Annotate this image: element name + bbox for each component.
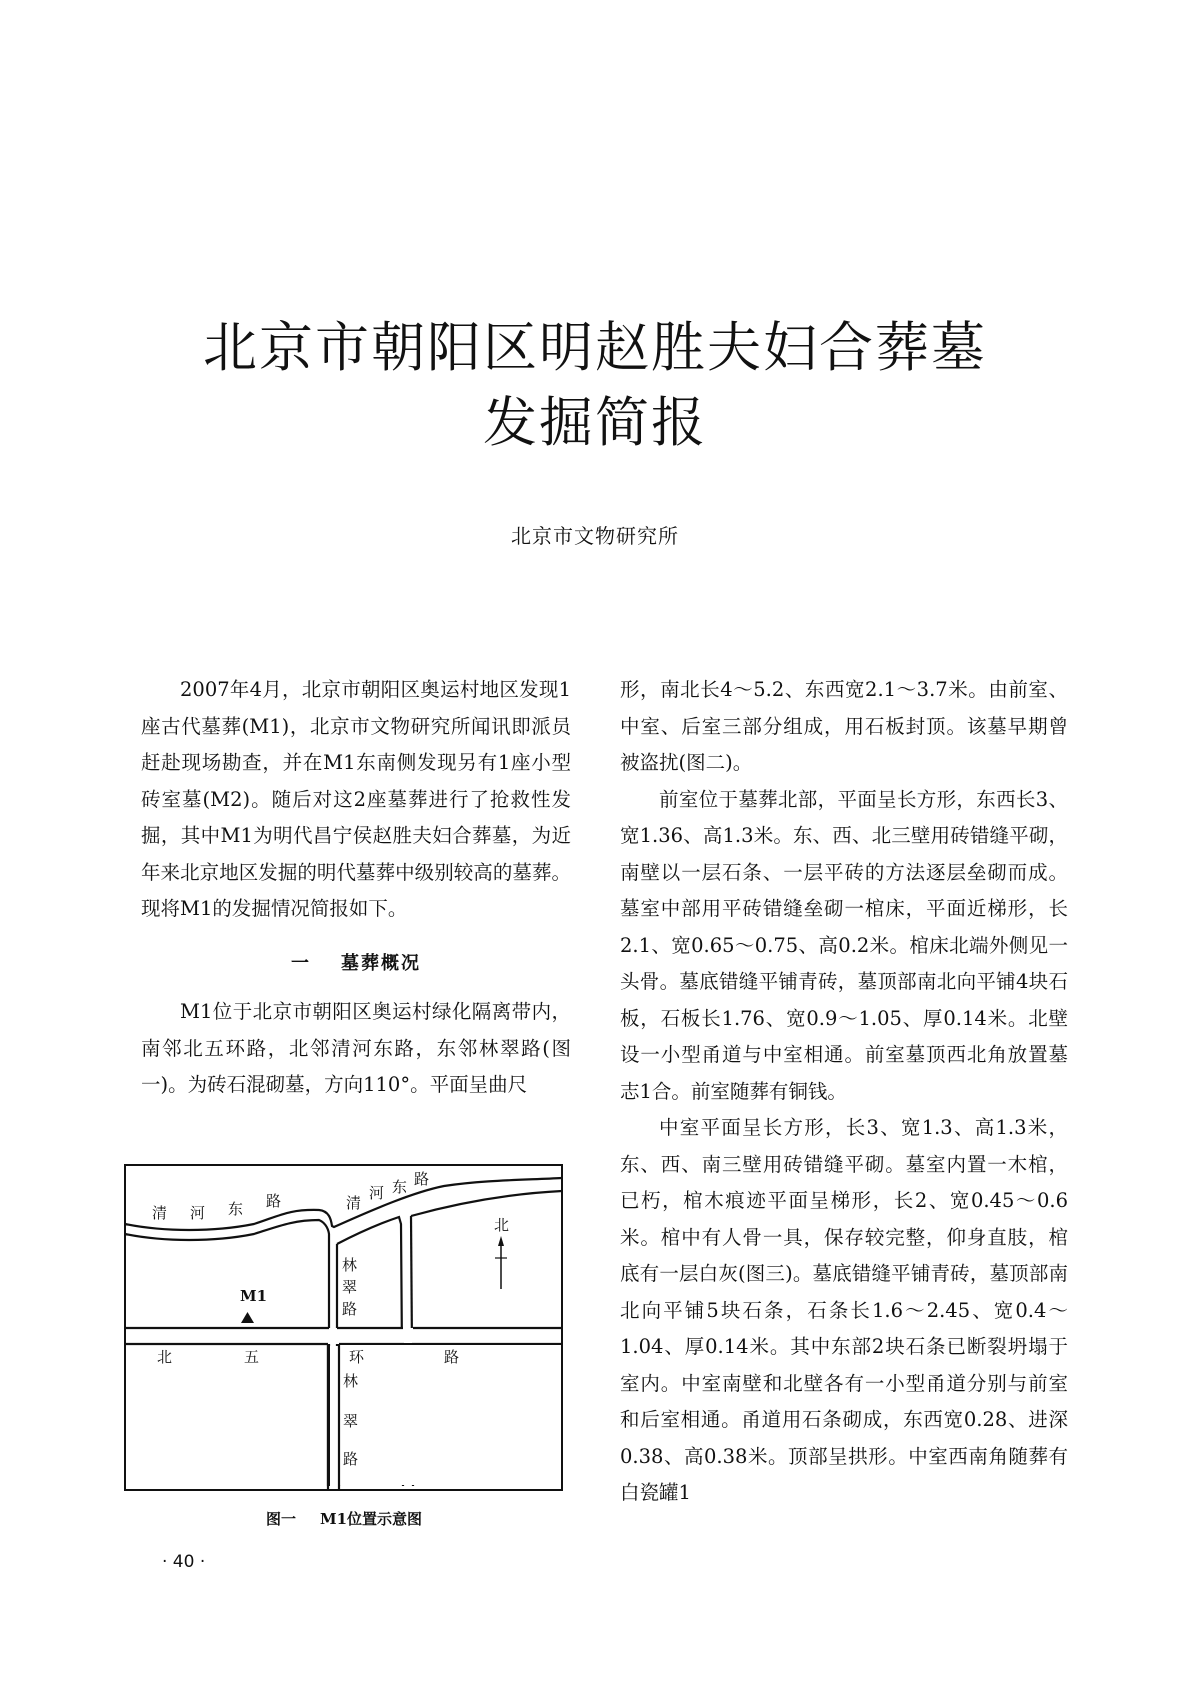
- section-number: 一: [291, 952, 311, 974]
- map-label-qinghe-2: 河: [190, 1204, 206, 1222]
- section-heading: [141, 946, 571, 983]
- map-label-qinghe-r2: 河: [369, 1184, 385, 1202]
- qinghe-road-south-edge-east: [411, 1191, 562, 1216]
- figure-caption-text: M1位置示意图: [319, 1510, 423, 1528]
- map-label-qinghe-3: 东: [228, 1200, 244, 1218]
- figure-caption: [124, 1508, 564, 1529]
- map-label-lincui-lower-3: 路: [343, 1450, 359, 1468]
- map-label-lincui-lower-2: 翠: [343, 1412, 359, 1430]
- intro-paragraph: 2007年4月，北京市朝阳区奥运村地区发现1座古代墓葬(M1)，北京市文物研究所闻讯即派员赶赴现场勘查，并在M1东南侧发现另有1座小型砖室墓(M2)。随后对这2座墓葬进行了抢救性发掘，其中M1为明代昌宁侯赵胜夫妇合葬墓，为近年来北京地区发掘的明代墓葬中级别较高的墓葬。现将M1的发掘情况简报如下。: [141, 678, 571, 920]
- front-chamber-paragraph: 前室位于墓葬北部，平面呈长方形，东西长3、宽1.36、高1.3米。东、西、北三壁用砖错缝平砌，南壁以一层石条、一层平砖的方法逐层垒砌而成。墓室中部用平砖错缝垒砌一棺床，平面近梯形，长2.1、宽0.65～0.75、高0.2米。棺床北端外侧见一头骨。墓底错缝平铺青砖，墓顶部南北向平铺4块石板，石板长1.76、宽0.9～1.05、厚0.14米。北壁设一小型甬道与中室相通。前室墓顶西北角放置墓志1合。前室随葬有铜钱。: [620, 787, 1068, 1103]
- map-label-qinghe-1: 清: [152, 1204, 168, 1222]
- intersection-gap: [330, 1329, 336, 1343]
- intersection-gap-east: [404, 1329, 412, 1343]
- location-map: [124, 1164, 564, 1492]
- right-column: [620, 672, 1068, 1512]
- map-label-beiwuhuan-1: 北: [157, 1348, 173, 1366]
- map-label-beiwuhuan-3: 环: [349, 1348, 365, 1366]
- qinghe-road-south-edge-west: [125, 1220, 329, 1486]
- map-label-lincui-3: 路: [342, 1300, 358, 1318]
- lower-lincui-road: [330, 1346, 338, 1486]
- overview-paragraph: M1位于北京市朝阳区奥运村绿化隔离带内，南邻北五环路，北邻清河东路，东邻林翠路(图一)。为砖石混砌墓，方向110°。平面呈曲尺: [141, 1000, 571, 1096]
- southeast-block: [340, 1345, 561, 1485]
- north-arrow-icon: [498, 1236, 504, 1246]
- map-label-lincui-lower-1: 林: [343, 1372, 359, 1390]
- map-label-beiwuhuan-2: 五: [244, 1348, 260, 1366]
- map-label-qinghe-r3: 东: [392, 1178, 408, 1196]
- map-label-qinghe-r1: 清: [346, 1194, 362, 1212]
- continued-paragraph: 形，南北长4～5.2、东西宽2.1～3.7米。由前室、中室、后室三部分组成，用石板封顶。该墓早期曾被盗扰(图二)。: [620, 678, 1068, 774]
- north-label: 北: [494, 1216, 510, 1234]
- m1-triangle-icon: [241, 1312, 254, 1323]
- map-label-qinghe-r4: 路: [414, 1170, 430, 1188]
- figure-number: 图一: [265, 1510, 296, 1528]
- middle-chamber-paragraph: 中室平面呈长方形，长3、宽1.3、高1.3米，东、西、南三壁用砖错缝平砌。墓室内置一木棺，已朽，棺木痕迹平面呈梯形，长2、宽0.45～0.6米。棺中有人骨一具，保存较完整，仰身直肢，棺底有一层白灰(图三)。墓底错缝平铺青砖，墓顶部南北向平铺5块石条，石条长1.6～2.45、宽0.4～1.04、厚0.14米。其中东部2块石条已断裂坍塌于室内。中室南壁和北壁各有一小型甬道分别与前室和后室相通。甬道用石条砌成，东西宽0.28、进深0.38、高0.38米。顶部呈拱形。中室西南角随葬有白瓷罐1: [620, 1116, 1068, 1504]
- map-label-beiwuhuan-4: 路: [444, 1348, 460, 1366]
- section-title: 墓葬概况: [341, 952, 421, 974]
- beiwuhuan-road-band: [126, 1328, 561, 1344]
- left-column: [141, 672, 571, 1104]
- map-label-qinghe-4: 路: [266, 1192, 282, 1210]
- m1-label: M1: [240, 1287, 268, 1305]
- article-title-line2: 发掘简报: [483, 391, 707, 454]
- page-number: · 40 ·: [162, 1552, 206, 1572]
- article-title-line1: 北京市朝阳区明赵胜夫妇合葬墓: [203, 316, 987, 379]
- map-label-lincui-1: 林: [342, 1256, 358, 1274]
- author-affiliation: 北京市文物研究所: [511, 524, 679, 548]
- map-label-lincui-2: 翠: [342, 1278, 358, 1296]
- location-map-figure: [124, 1164, 564, 1492]
